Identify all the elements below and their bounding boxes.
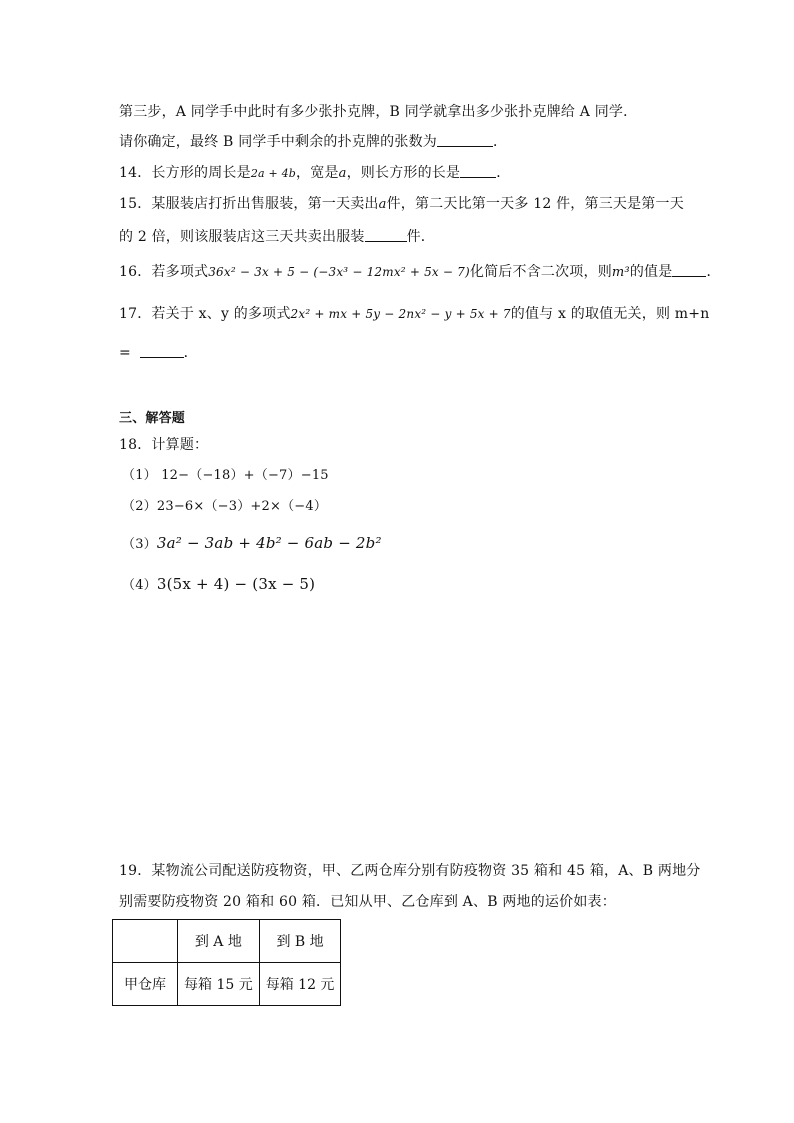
q16-text-3: 的值是 bbox=[629, 264, 673, 280]
question-15-line-2 bbox=[119, 228, 435, 246]
q15-text-3: 的 2 倍，则该服装店这三天共卖出服装 bbox=[119, 229, 365, 245]
question-18: 18．计算题： bbox=[119, 437, 209, 453]
answer-blank[interactable] bbox=[437, 134, 493, 147]
q16-text: 16．若多项式 bbox=[119, 264, 209, 280]
q18-part-3 bbox=[122, 534, 382, 554]
q16-m-cubed: m³ bbox=[611, 265, 630, 280]
q16-text-2: 化简后不含二次项，则 bbox=[469, 264, 612, 280]
answer-blank[interactable] bbox=[365, 229, 407, 242]
q18-part-1: （1） 12−（−18）+（−7）−15 bbox=[122, 468, 329, 483]
freight-table bbox=[112, 919, 341, 1006]
q17-text-2: 的值与 x 的取值无关，则 m+n bbox=[510, 306, 710, 322]
q17-polynomial: 2x² + mx + 5y − 2nx² − y + 5x + 7 bbox=[290, 307, 511, 321]
period: ． bbox=[183, 345, 198, 361]
question-14 bbox=[119, 164, 510, 183]
table-cell: 每箱 15 元 bbox=[178, 963, 260, 1006]
period: ． bbox=[493, 134, 508, 150]
answer-blank[interactable] bbox=[460, 165, 496, 178]
period: ． bbox=[496, 165, 511, 181]
q15-text-2: 件，第二天比第一天多 12 件，第三天是第一天 bbox=[386, 196, 684, 212]
question-17-line-2 bbox=[119, 344, 198, 362]
q18-part-2: （2）23−6×（−3）+2×（−4） bbox=[122, 499, 328, 514]
q14-text-3: ，则长方形的长是 bbox=[346, 165, 461, 181]
confirm-text: 请你确定，最终 B 同学手中剩余的扑克牌的张数为 bbox=[119, 134, 437, 150]
q18-4-expression: 3(5x + 4) − (3x − 5) bbox=[156, 575, 316, 593]
table-header-row bbox=[113, 920, 341, 963]
table-header-cell: 到 B 地 bbox=[259, 920, 341, 963]
table-header-cell: 到 A 地 bbox=[178, 920, 260, 963]
q17-text: 17．若关于 x、y 的多项式 bbox=[119, 306, 291, 322]
q18-3-label: （3） bbox=[122, 537, 157, 552]
table-header-cell bbox=[113, 920, 178, 963]
table-cell: 每箱 12 元 bbox=[259, 963, 341, 1006]
q18-4-label: （4） bbox=[122, 578, 157, 593]
question-19-line-2: 别需要防疫物资 20 箱和 60 箱．已知从甲、乙仓库到 A、B 两地的运价如表： bbox=[119, 894, 616, 910]
answer-blank[interactable] bbox=[140, 345, 184, 358]
q15-var: a bbox=[378, 197, 387, 212]
question-19-line-1: 19．某物流公司配送防疫物资，甲、乙两仓库分别有防疫物资 35 箱和 45 箱，A、B 两地分 bbox=[119, 863, 701, 879]
section-heading: 三、解答题 bbox=[119, 411, 186, 426]
table-row bbox=[113, 963, 341, 1006]
confirm-line bbox=[119, 133, 507, 151]
q15-text-4: 件． bbox=[406, 229, 436, 245]
question-15-line-1 bbox=[119, 195, 684, 214]
answer-blank[interactable] bbox=[672, 264, 706, 277]
period: ． bbox=[706, 264, 721, 280]
equals-sign: = bbox=[119, 345, 131, 361]
question-16 bbox=[119, 263, 721, 282]
q14-text-2: ，宽是 bbox=[296, 165, 339, 181]
q18-part-4 bbox=[122, 575, 315, 595]
q14-width-var: a bbox=[338, 166, 347, 181]
question-17 bbox=[119, 305, 709, 323]
q14-perimeter-expr: 2a + 4b bbox=[250, 167, 297, 180]
q16-polynomial: 36x² − 3x + 5 − (−3x³ − 12mx² + 5x − 7) bbox=[208, 265, 470, 279]
q18-3-expression: 3a² − 3ab + 4b² − 6ab − 2b² bbox=[156, 534, 382, 552]
table-cell: 甲仓库 bbox=[113, 963, 178, 1006]
q15-text: 15．某服装店打折出售服装，第一天卖出 bbox=[119, 196, 379, 212]
q14-text: 14．长方形的周长是 bbox=[119, 165, 251, 181]
step3-text: 第三步，A 同学手中此时有多少张扑克牌，B 同学就拿出多少张扑克牌给 A 同学． bbox=[119, 104, 638, 120]
